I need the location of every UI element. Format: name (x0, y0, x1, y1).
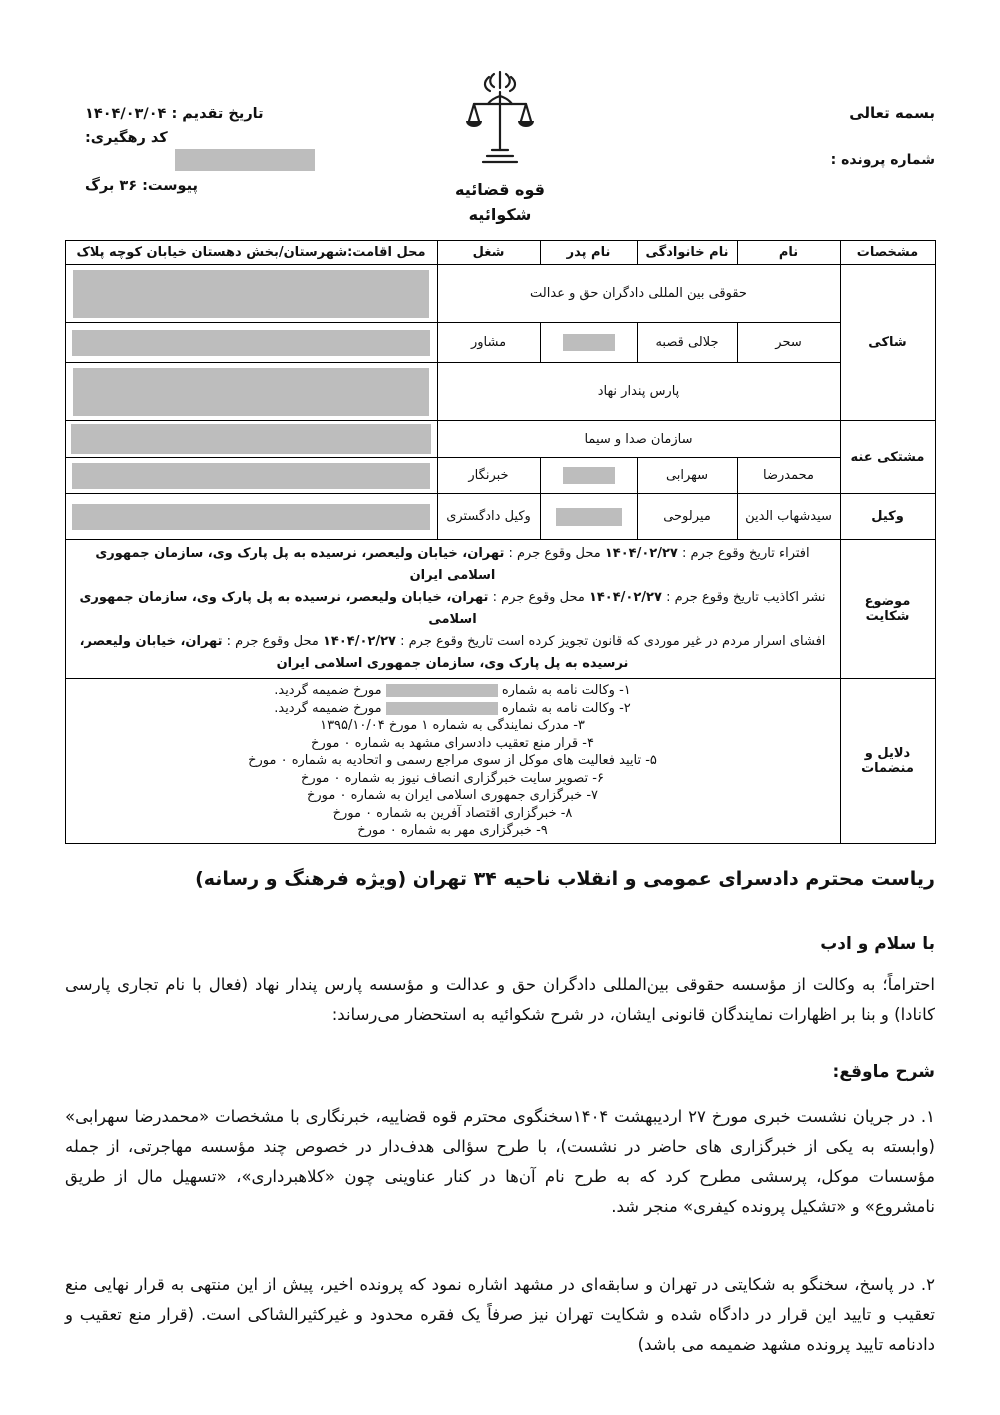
letter-addressee-heading: ریاست محترم دادسرای عمومی و انقلاب ناحیه ۳۴ تهران (ویژه فرهنگ و رسانه) (195, 867, 935, 890)
defendant-name: محمدرضا (737, 458, 840, 494)
letter-paragraph-2: ۲. در پاسخ، سخنگو به شکایتی در تهران و سابقه‌ای در مشهد اشاره نمود که پرونده اخیر، پیش از این منتهی به قرار نهایی منع تعقیب و تایید این قرار در دادگاه شده و شکایت تهران نیز صرفاً یک فقره محدود و غیرکثیرالشاکی است. (قرار منع تعقیب و دادنامه تایید پرونده مشهد ضمیمه می باشد) (65, 1274, 935, 1354)
crime-date-label: تاریخ وقوع جرم : (681, 546, 775, 561)
header-center-block (455, 70, 545, 224)
crime-date-label: تاریخ وقوع جرم : (666, 590, 759, 605)
redacted-document-number (386, 702, 498, 715)
complainant-name: سحر (737, 323, 840, 363)
letter-body (65, 868, 935, 1360)
subject-content (65, 540, 840, 679)
letter-intro-paragraph: احتراماً؛ به وکالت از مؤسسه حقوقی بین‌المللی دادگران حق و عدالت و مؤسسه پارس پندار نهاد (فعال با نام تجاری پارسی کانادا) و بنا بر اظهارات نمایندگان قانونی ایشان، در شرح شکوائیه به استحضار می‌رساند: (65, 974, 935, 1024)
letter-section-title: شرح ماوقع: (832, 1061, 935, 1082)
crime-location: تهران، خیابان ولیعصر، نرسیده به پل پارک وی، سازمان جمهوری اسلامی (79, 590, 489, 627)
table-row (65, 265, 935, 323)
crime-location: تهران، خیابان ولیعصر، نرسیده به پل پارک وی، سازمان جمهوری اسلامی ایران (79, 634, 629, 671)
case-number-label: شماره پرونده : (830, 152, 935, 168)
table-header-row (65, 241, 935, 265)
table-row (65, 494, 935, 540)
row-label-evidence: دلایل و منضمات (840, 679, 935, 844)
lawyer-job: وکیل دادگستری (437, 494, 540, 540)
residence-redaction (73, 270, 429, 318)
defendant-org-residence-cell (65, 421, 437, 458)
evidence-item: ۷- خبرگزاری جمهوری اسلامی ایران به شماره ۰ مورخ (306, 788, 598, 803)
letter-paragraph-1: ۱. در جریان نشست خبری مورخ ۲۷ اردیبهشت ۱۴۰۴سخنگوی محترم قوه قضاییه، خبرنگاری با مشخصات «محمدرضا سهرابی» (وابسته به یکی از خبرگزاری های حاضر در نشست)، با طرح سؤالی هدف‌دار در خصوص چند مؤسسه مهاجرتی، از جمله مؤسسات موکل، پرسشی مطرح کرد که به طرح نام آن‌ها در کنار عناوینی چون «کلاهبرداری»، «تسهیل مال از طریق نامشروع» و «تشکیل پرونده کیفری» منجر شد. (65, 1106, 936, 1216)
complainant-family: جلالی قصبه (637, 323, 737, 363)
defendant-job: خبرنگار (437, 458, 540, 494)
lawyer-father-cell (540, 494, 637, 540)
complainant-residence-cell (65, 323, 437, 363)
table-row (65, 363, 935, 421)
residence-redaction (72, 504, 430, 530)
lawyer-residence-cell (65, 494, 437, 540)
complainant-father-cell (540, 323, 637, 363)
tracking-code-redaction (175, 149, 315, 171)
father-name-redaction (563, 467, 615, 484)
col-header-job: شغل (437, 241, 540, 265)
lawyer-family: میرلوحی (637, 494, 737, 540)
table-row (65, 323, 935, 363)
evidence-content (65, 679, 840, 844)
residence-redaction (72, 463, 430, 489)
residence-redaction (71, 424, 431, 454)
col-header-residence: محل اقامت:شهرستان/بخش دهستان خیابان کوچه پلاک (65, 241, 437, 265)
evidence-row (65, 679, 935, 844)
defendant-residence-cell (65, 458, 437, 494)
redacted-document-number (386, 684, 498, 697)
submission-date: تاریخ تقدیم : ۱۴۰۴/۰۳/۰۴ (85, 106, 264, 122)
defendant-father-cell (540, 458, 637, 494)
row-label-lawyer: وکیل (840, 494, 935, 540)
evidence-item: ۴- قرار منع تعقیب دادسرای مشهد به شماره ۰ مورخ (311, 735, 594, 751)
col-header-father: نام پدر (540, 241, 637, 265)
complainant-org1-name: حقوقی بین المللی دادگران حق و عدالت (437, 265, 840, 323)
crime-location-label: محل وقوع جرم : (508, 546, 601, 561)
judiciary-scales-emblem-icon (465, 70, 535, 174)
evidence-item: ۸- خبرگزاری اقتصاد آفرین به شماره ۰ مورخ (332, 805, 573, 821)
col-header-moshakhasat: مشخصات (840, 241, 935, 265)
subject-row (65, 540, 935, 679)
crime-title: افشای اسرار مردم در غیر موردی که قانون تجویز کرده است (497, 634, 826, 649)
crime-location-label: محل وقوع جرم : (492, 590, 585, 605)
defendant-org-name: سازمان صدا و سیما (437, 421, 840, 458)
crime-location: تهران، خیابان ولیعصر، نرسیده به پل پارک وی، سازمان جمهوری اسلامی ایران (95, 546, 505, 583)
crime-date: ۱۴۰۴/۰۲/۲۷ (588, 590, 662, 605)
col-header-name: نام (737, 241, 840, 265)
evidence-item: ۳- مدرک نمایندگی به شماره ۱ مورخ ۱۳۹۵/۱۰/۰۴ (320, 718, 585, 733)
father-name-redaction (563, 334, 615, 351)
crime-title: نشر اکاذیب (763, 590, 826, 605)
parties-table (65, 240, 936, 844)
lawyer-name: سیدشهاب الدین (737, 494, 840, 540)
header-left-block (85, 106, 315, 194)
judiciary-title: قوه قضائیه (454, 180, 546, 199)
crime-date: ۱۴۰۴/۰۲/۲۷ (323, 634, 396, 649)
complainant-job: مشاور (437, 323, 540, 363)
evidence-item: ۶- تصویر سایت خبرگزاری انصاف نیوز به شماره ۰ مورخ (301, 770, 604, 786)
crime-date-label: تاریخ وقوع جرم : (400, 634, 493, 649)
crime-title: افتراء (778, 546, 810, 561)
complainant-org2-residence-cell (65, 363, 437, 421)
evidence-item: ۵- تایید فعالیت های موکل از سوی مراجع رسمی و اتحادیه به شماره ۰ مورخ (248, 753, 657, 768)
document-type-title: شکوائیه (468, 205, 532, 224)
col-header-family: نام خانوادگی (637, 241, 737, 265)
evidence-item: ۲- وکالت نامه به شماره مورخ ضمیمه گردید. (274, 700, 631, 716)
residence-redaction (72, 330, 430, 356)
crime-date: ۱۴۰۴/۰۲/۲۷ (604, 546, 678, 561)
residence-redaction (73, 368, 429, 416)
table-row (65, 421, 935, 458)
attachment-count: پیوست: ۳۶ برگ (85, 178, 198, 194)
row-label-complainant: شاکی (840, 265, 935, 421)
header-right-block (831, 104, 935, 168)
subject-item (70, 631, 836, 675)
bismillah-text: بسمه تعالی (849, 104, 935, 122)
row-label-subject: موضوع شکایت (840, 540, 935, 679)
table-row (65, 458, 935, 494)
tracking-code-label: کد رهگیری: (85, 130, 168, 146)
defendant-family: سهرابی (637, 458, 737, 494)
crime-location-label: محل وقوع جرم : (226, 634, 319, 649)
evidence-item: ۱- وکالت نامه به شماره مورخ ضمیمه گردید. (274, 683, 631, 698)
complainant-org2-name: پارس پندار نهاد (437, 363, 840, 421)
row-label-defendant: مشتکی عنه (840, 421, 935, 494)
subject-item (70, 587, 836, 631)
father-name-redaction (556, 508, 622, 526)
subject-item (70, 543, 836, 587)
letter-salutation: با سلام و ادب (820, 933, 935, 954)
complainant-org1-residence-cell (65, 265, 437, 323)
evidence-item: ۹- خبرگزاری مهر به شماره ۰ مورخ (357, 823, 548, 838)
